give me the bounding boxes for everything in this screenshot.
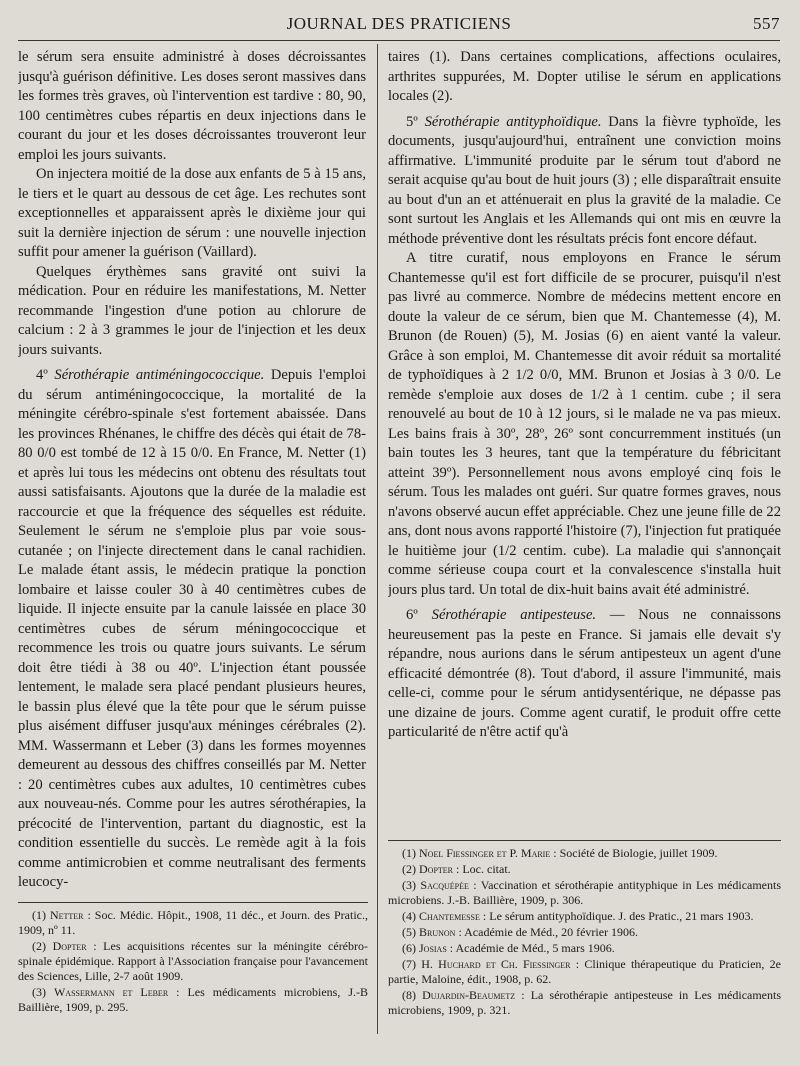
section-title: Sérothérapie antipesteuse.	[431, 607, 597, 623]
paragraph: On injectera moitié de la dose aux enfants de 5 à 15 ans, le tiers et le quart au dessous de cet âge. Les rechutes sont exceptionnelles et apparaissent après le dixième jour qui suit la dernière injection de sérum : une nouvelle injection suffit pour amener la guérison (Vaillard).	[18, 166, 366, 260]
section-6	[388, 606, 781, 743]
footnote: (8) Dujardin-Beaumetz : La sérothérapie antipesteuse in Les médicaments microbiens, 1909, p. 321.	[388, 988, 782, 1017]
left-column	[18, 48, 366, 898]
footnote: (3) Sacquépée : Vaccination et sérothérapie antityphique in Les médicaments microbiens. J.-B. Baillière, 1909, p. 306.	[388, 878, 782, 907]
column-divider	[377, 44, 378, 1034]
section-4	[18, 366, 366, 893]
footnote: (7) H. Huchard et Ch. Fiessinger : Clinique thérapeutique du Praticien, 2e partie, Maloine, édit., 1908, p. 62.	[388, 957, 782, 986]
footnote: (4) Chantemesse : Le sérum antityphoïdique. J. des Pratic., 21 mars 1903.	[402, 909, 754, 923]
paragraph: le sérum sera ensuite administré à doses décroissantes jusqu'à guérison définitive. Les doses seront massives dans les formes très graves, où l'intervention est tardive : 80, 90, 100 centimètres cubes répartis en deux injections dans le courant du jour et les doses décroissantes trouveront leur emploi les jours suivants.	[18, 49, 366, 163]
section-number: 4º	[36, 367, 48, 383]
footnote: (3) Wassermann et Leber : Les médicaments microbiens, J.-B Baillière, 1909, p. 295.	[18, 985, 368, 1014]
section-text: — Nous ne connaissons heureusement pas la peste en France. Si jamais elle devait s'y répandre, nous aurions dans le sérum antipesteux un agent d'une efficacité démontrée (8). Tout d'abord, il assure l'immunité, mais celle-ci, comme pour le sérum antidysentérique, ne dépasse pas une dizaine de jours. Comme agent curatif, le produit offre cette particularité de n'être actif qu'à	[388, 607, 781, 740]
footnote: (2) Dopter : Les acquisitions récentes sur la méningite cérébro-spinale épidémique. Rapport à l'Association française pour l'avancement des Sciences, Lille, 2-7 août 1909.	[18, 939, 369, 983]
right-column	[388, 48, 781, 838]
journal-title: JOURNAL DES PRATICIENS	[286, 14, 512, 33]
footnote-rule	[388, 840, 781, 841]
section-text: Dans la fièvre typhoïde, les documents, jusqu'aujourd'hui, entraînent une conviction moins affirmative. L'immunité produite par le sérum tout d'abord ne serait acquise qu'au bout de huit jours (3) ; elle disparaîtrait ensuite au bout d'un an et atténuerait en plus la gravité de la maladie. Ce sont surtout les Anglais et les Allemands qui ont mis en œuvre la méthode préventive dont les résultats précis font encore défaut.	[388, 113, 781, 247]
page-header	[18, 14, 780, 36]
section-title: Sérothérapie antityphoïdique.	[424, 113, 602, 130]
paragraph: A titre curatif, nous employons en France le sérum Chantemesse qu'il est fort difficile de se procurer, puisqu'il n'est pas livré au commerce. Nombre de médecins mettent encore en doute la valeur de ce sérum, bien que M. Chantemesse (4), M. Brunon (de Rouen) (5), M. Josias (6) en aient vanté la valeur. Grâce à son emploi, M. Chantemesse dit avoir réduit sa mortalité de typhoïdiques à 2 1/2 0/0, MM. Brunon et Josias à 3 0/0. Le remède s'emploie aux doses de 1/2 à 1 centim. cube ; il sera renouvelé au bout de 10 à 12 jours, si le malade ne va pas mieux. Les bains frais à 30º, 28º, 26º sont concurremment institués (un bain toutes les 3 heures, tant que la température du fébricitant atteint 39º). Personnellement nous avons employé cinq fois le sérum. Tous les malades ont guéri. Sur quatre formes graves, nous n'avons observé aucun effet appréciable. Chez une jeune fille de 22 ans, dont nous avons rapporté l'histoire (7), l'injection fut pratiquée le huitième jour (1/2 centim. cube). La maladie qui s'annonçait comme sérieuse coupa court et la convalescence s'installa huit jours plus tard. Un total de dix-huit bains avait été administré.	[388, 250, 781, 598]
footnote: (2) Dopter : Loc. citat.	[402, 862, 511, 876]
footnote: (1) Noel Fiessinger et P. Marie : Société de Biologie, juillet 1909.	[402, 846, 718, 860]
footnotes-right	[388, 846, 781, 1019]
section-title: Sérothérapie antiméningococcique.	[54, 367, 265, 383]
page-number: 557	[753, 14, 780, 33]
section-number: 6º	[406, 607, 418, 623]
section-5	[388, 113, 781, 250]
paragraph: taires (1). Dans certaines complications, affections oculaires, arthrites suppurées, M. Dopter utilise le sérum en applications locales (2).	[388, 49, 781, 104]
section-text: Depuis l'emploi du sérum antiméningococcique, la mortalité de la méningite cérébro-spinale s'est fortement abaissée. Dans les provinces Rhénanes, le chiffre des décès qui était de 78-80 0/0 est tombé de 12 à 15 0/0. En France, M. Netter (1) et après lui tous les médecins ont obtenu des résultats tout aussi satisfaisants. Ajoutons que la durée de la maladie est raccourcie et que la fréquence des séquelles est réduite. Seulement le sérum ne s'emploie plus par voie sous-cutanée ; on l'injecte directement dans le canal rachidien. Le malade étant assis, le médecin pratique la ponction lombaire et laisse couler 30 à 40 centimètres cubes de liquide. Il injecte ensuite par la canule laissée en place 30 centimètres cubes de sérum méningococcique et recommence les trois ou quatre jours suivants. Le sérum doit être tiédi à 38 ou 40º. L'injection étant poussée lentement, le malade sera placé pendant plusieurs heures, le bassin plus élevé que la tête pour que le sérum puisse plus aisément diffuser jusqu'aux méninges cérébrales (2). MM. Wassermann et Leber (3) dans les formes moyennes demeurent au dessous des chiffres conseillés par M. Netter : 20 centimètres cubes aux adultes, 10 centimètres cubes aux nouveau-nés. Comme pour les autres sérothérapies, la précocité de l'intervention, partant du diagnostic, est la condition essentielle du succès. Le remède agit à la fois comme antimicrobien et comme neutralisant des ferments leucocy-	[18, 367, 366, 890]
footnotes-left	[18, 908, 368, 1016]
footnote-rule	[18, 902, 368, 903]
section-number: 5º	[406, 113, 418, 130]
footnote: (1) Netter : Soc. Médic. Hôpit., 1908, 11 déc., et Journ. des Pratic., 1909, nº 11.	[18, 908, 369, 937]
footnote: (5) Brunon : Académie de Méd., 20 février 1906.	[402, 925, 639, 939]
header-rule	[18, 40, 780, 41]
paragraph: Quelques érythèmes sans gravité ont suivi la médication. Pour en réduire les manifestations, M. Netter recommande l'ingestion d'une potion au chlorure de calcium : 2 à 3 grammes le jour de l'injection et les deux jours suivants.	[18, 263, 366, 358]
footnote: (6) Josias : Académie de Méd., 5 mars 1906.	[402, 941, 615, 955]
